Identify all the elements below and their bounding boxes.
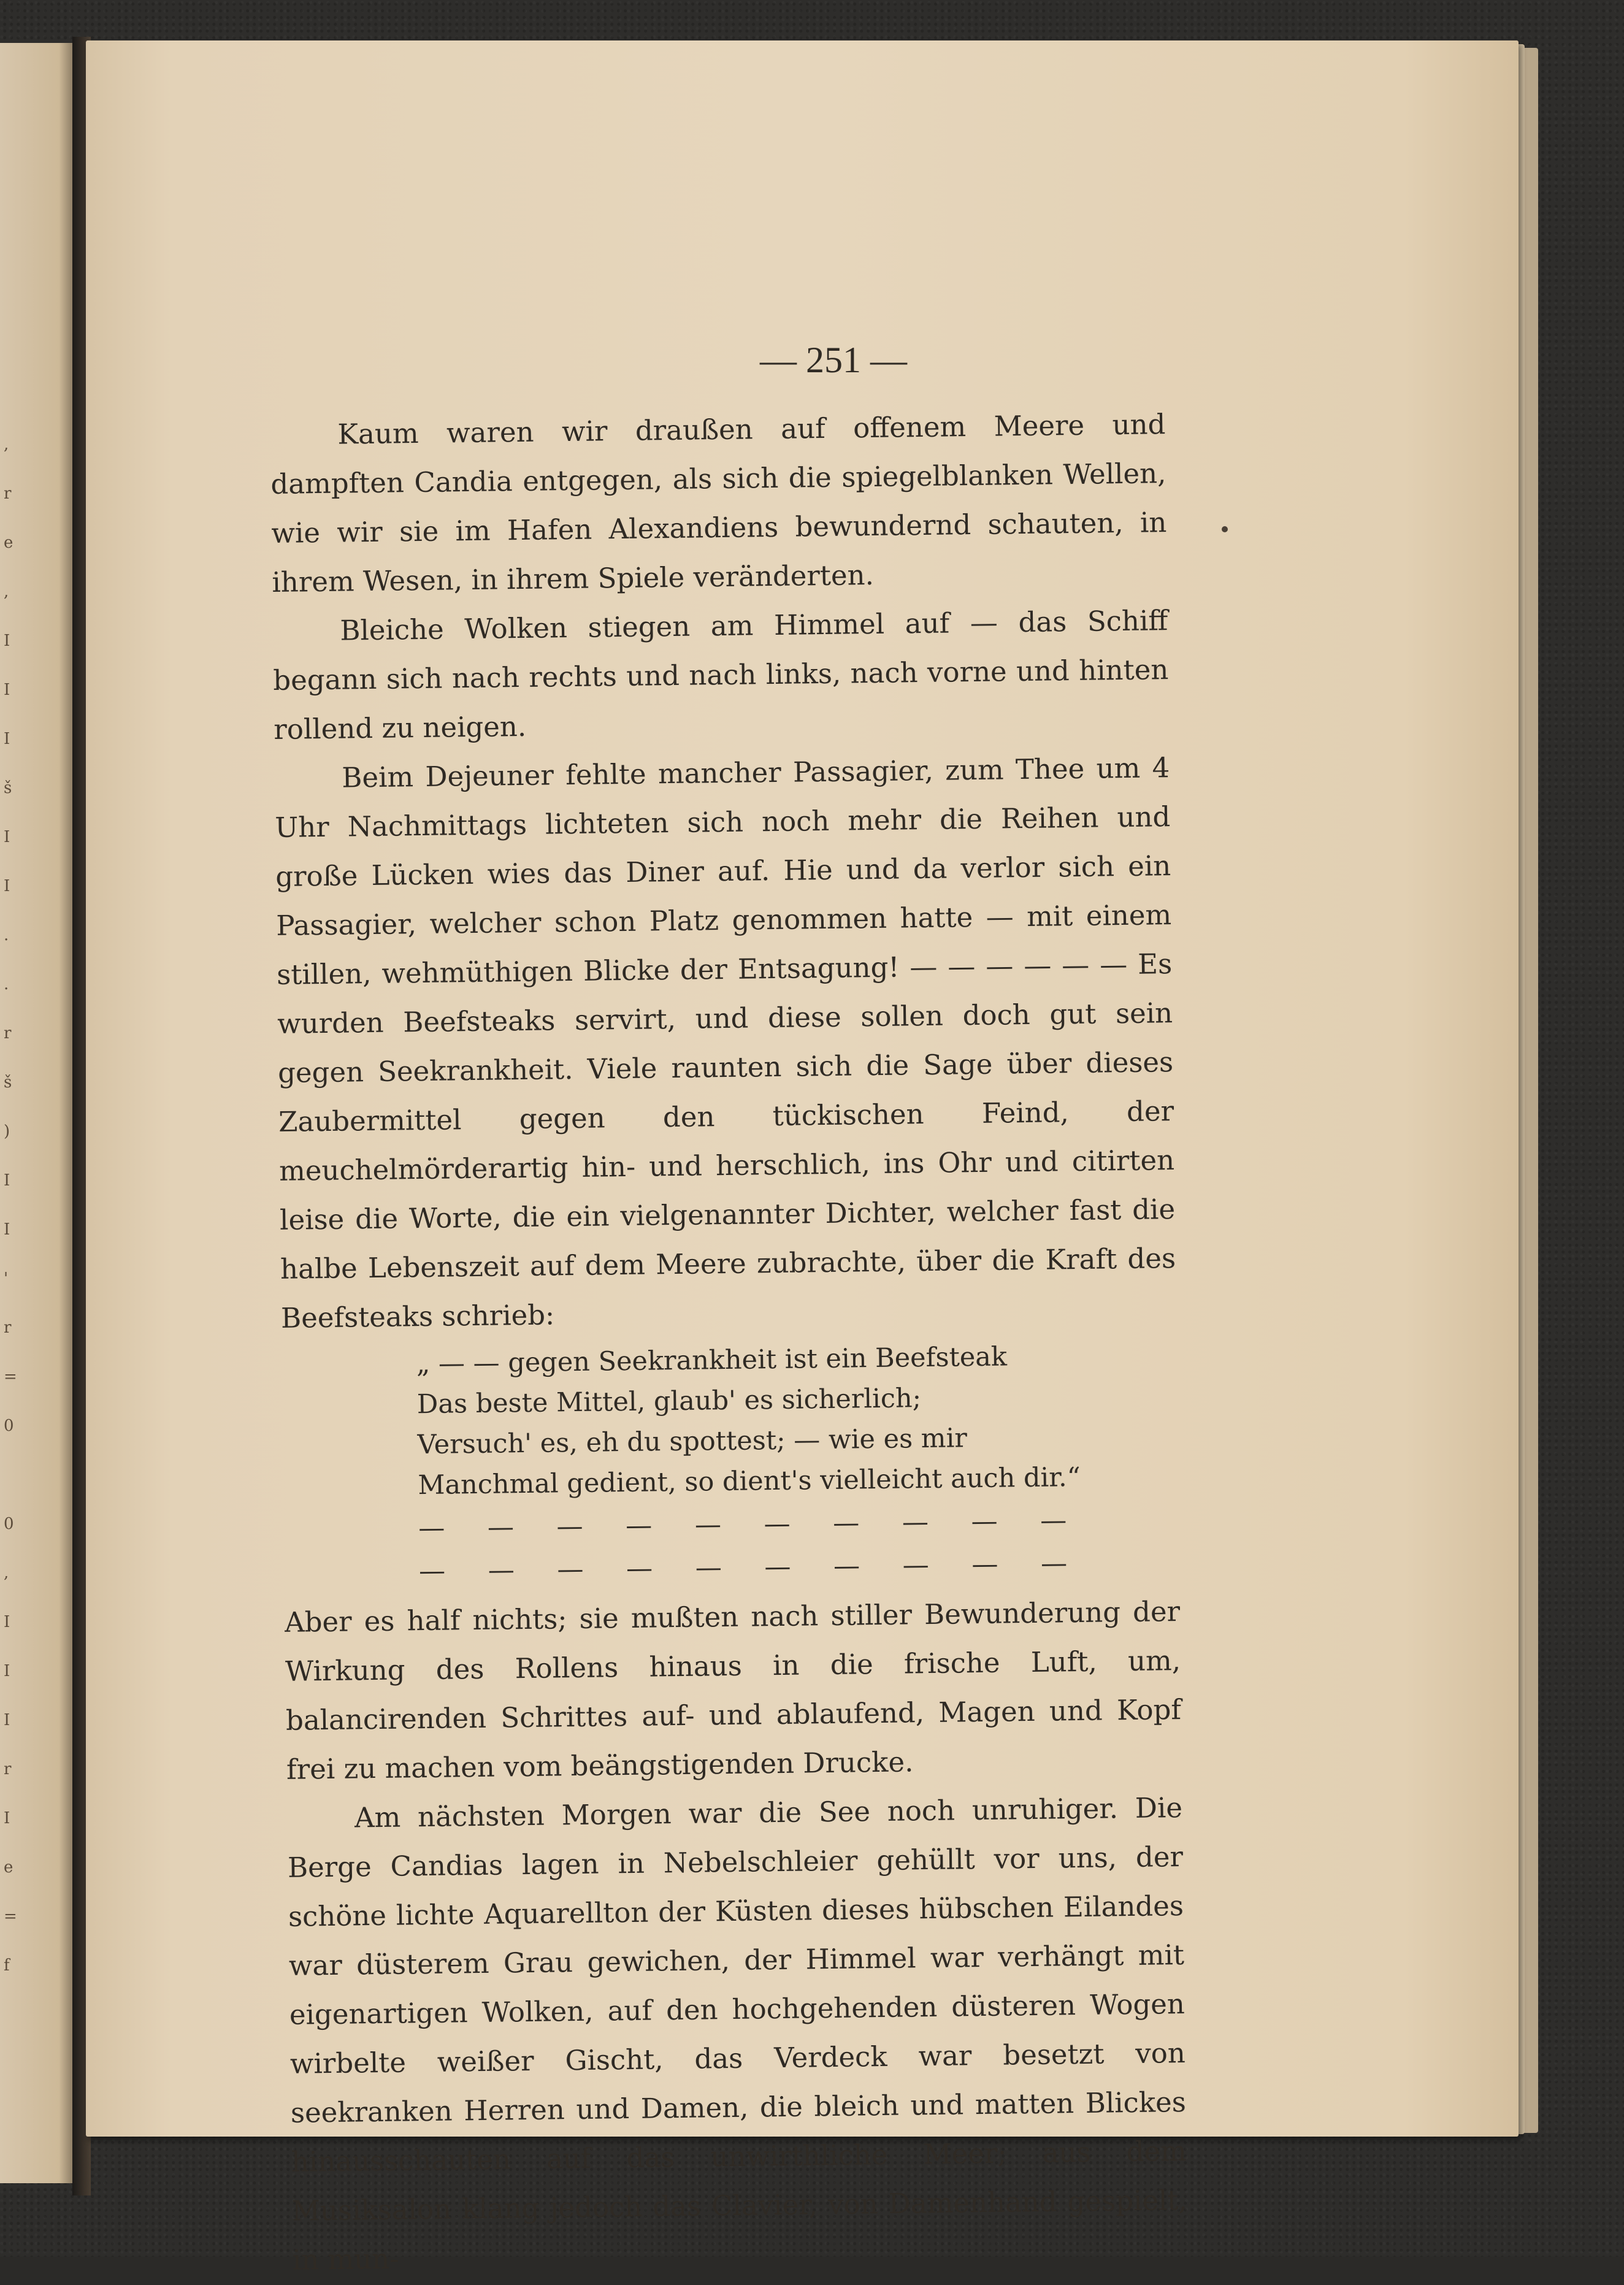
facing-page-clipped-letter: r bbox=[4, 1319, 12, 1337]
facing-page-clipped-letter: š bbox=[4, 779, 12, 797]
facing-page-clipped-letter: . bbox=[4, 926, 9, 944]
facing-page-clipped-letter: = bbox=[4, 1368, 17, 1386]
facing-page-clipped-letter: r bbox=[4, 1024, 12, 1043]
facing-page-clipped-letter: ' bbox=[4, 1269, 9, 1288]
paragraph: Beim Dejeuner fehlte mancher Passagier, zum Thee um 4 Uhr Nachmittags lichteten sich noch mehr die Reihen und große Lücken wies das Diner auf. Hie und da verlor sich ein Passagier, welcher schon Platz genommen hatte — mit einem stillen, wehmüthigen Blicke der Entsagung! — — — — — — Es wurden Beefsteaks servirt, und diese sollen doch gut sein gegen Seekrankheit. Viele raunten sich die Sage über dieses Zaubermittel gegen den tückischen Feind, der meuchelmörderartig hin- und herschlich, ins Ohr und citirten leise die Worte, die ein vielgenannter Dichter, welcher fast die halbe Lebenszeit auf dem Meere zubrachte, über die Kraft des Beefsteaks schrieb: bbox=[274, 751, 1176, 1334]
paragraph: Aber es half nichts; sie mußten nach stiller Bewunderung der Wirkung des Rollens hinaus in die frische Luft, um, balancirenden Schrittes auf- und ablaufend, Magen und Kopf frei zu machen vom beängstigenden Drucke. bbox=[284, 1595, 1182, 1786]
facing-page-clipped-letter: e bbox=[4, 1858, 13, 1877]
verse-quote bbox=[416, 1334, 1179, 1506]
ink-speck bbox=[1222, 526, 1228, 532]
facing-page-clipped-letter: I bbox=[4, 1711, 10, 1729]
verse-line: Manchmal gedient, so dient's vielleicht auch dir.“ bbox=[418, 1461, 1081, 1501]
facing-page-clipped-letter: ) bbox=[4, 1122, 10, 1141]
facing-page-clipped-letter bbox=[4, 1466, 17, 1484]
facing-page-clipped-letter: f bbox=[4, 1956, 10, 1975]
verse-line: Das beste Mittel, glaub' es sicherlich; bbox=[416, 1383, 922, 1420]
facing-page-clipped-letter: 0 bbox=[4, 1515, 14, 1533]
facing-page-clipped-letter: I bbox=[4, 1220, 10, 1239]
dash-separator: — — — — — — — — — — bbox=[418, 1504, 1084, 1544]
facing-page-clipped-letter: I bbox=[4, 1171, 10, 1190]
facing-page-clipped-letter: , bbox=[4, 583, 9, 601]
facing-page-clipped-letter: , bbox=[4, 1564, 9, 1582]
page-number: — 251 — bbox=[760, 340, 907, 380]
dash-separator: — — — — — — — — — — bbox=[418, 1547, 1085, 1587]
facing-page-clipped-letter: š bbox=[4, 1073, 12, 1092]
facing-page-clipped-letter: I bbox=[4, 1662, 10, 1680]
facing-page-clipped-letter: = bbox=[4, 1907, 17, 1926]
paragraph: Am nächsten Morgen war die See noch unruhiger. Die Berge Candias lagen in Nebelschleier gehüllt vor uns, der schöne lichte Aquarellton der Küsten dieses hübschen Eilandes war düsterem Grau gewichen, der Himmel war verhängt mit eigenartigen Wolken, auf den hochgehenden düsteren Wogen wirbelte weißer Gischt, das Verdeck war besetzt von seekranken Herren und Damen, die bleich und matten Blickes hinausschauten auf das unwirthliche Meer; aus dem Musiksalon klang jedoch das Clavier, von Damenhand gespielt, in mun- bbox=[287, 1791, 1188, 2276]
facing-page-clipped-letter: , bbox=[4, 435, 9, 454]
facing-page-clipped-letter: I bbox=[4, 632, 10, 650]
facing-page-clipped-letter: 0 bbox=[4, 1417, 14, 1435]
facing-page-clipped-letter: I bbox=[4, 730, 10, 748]
facing-page-clipped-letter: r bbox=[4, 484, 12, 503]
page-body bbox=[270, 400, 1188, 2285]
facing-page-clipped-letter: . bbox=[4, 975, 9, 993]
paragraph: Kaum waren wir draußen auf offenem Meere und dampften Candia entgegen, als sich die spiegelblanken Wellen, wie wir sie im Hafen Alexandiens bewundernd schauten, in ihrem Wesen, in ihrem Spiele veränderten. bbox=[270, 408, 1167, 599]
facing-page-clipped-letter: r bbox=[4, 1760, 12, 1778]
facing-page-clipped-letter: e bbox=[4, 534, 13, 552]
facing-page-clipped-letter: I bbox=[4, 681, 10, 699]
facing-page-clipped-letter: I bbox=[4, 1613, 10, 1631]
facing-page-clipped-letter: I bbox=[4, 1809, 10, 1828]
verse-line: „ — — gegen Seekrankheit ist ein Beefsteak bbox=[416, 1341, 1008, 1380]
verse-line: Versuch' es, eh du spottest; — wie es mir bbox=[417, 1423, 968, 1461]
facing-page-clipped-letter: I bbox=[4, 828, 10, 846]
paragraph: Bleiche Wolken stiegen am Himmel auf — das Schiff begann sich nach rechts und nach links, nach vorne und hinten rollend zu neigen. bbox=[273, 604, 1169, 746]
facing-page-clipped-letter: I bbox=[4, 877, 10, 895]
